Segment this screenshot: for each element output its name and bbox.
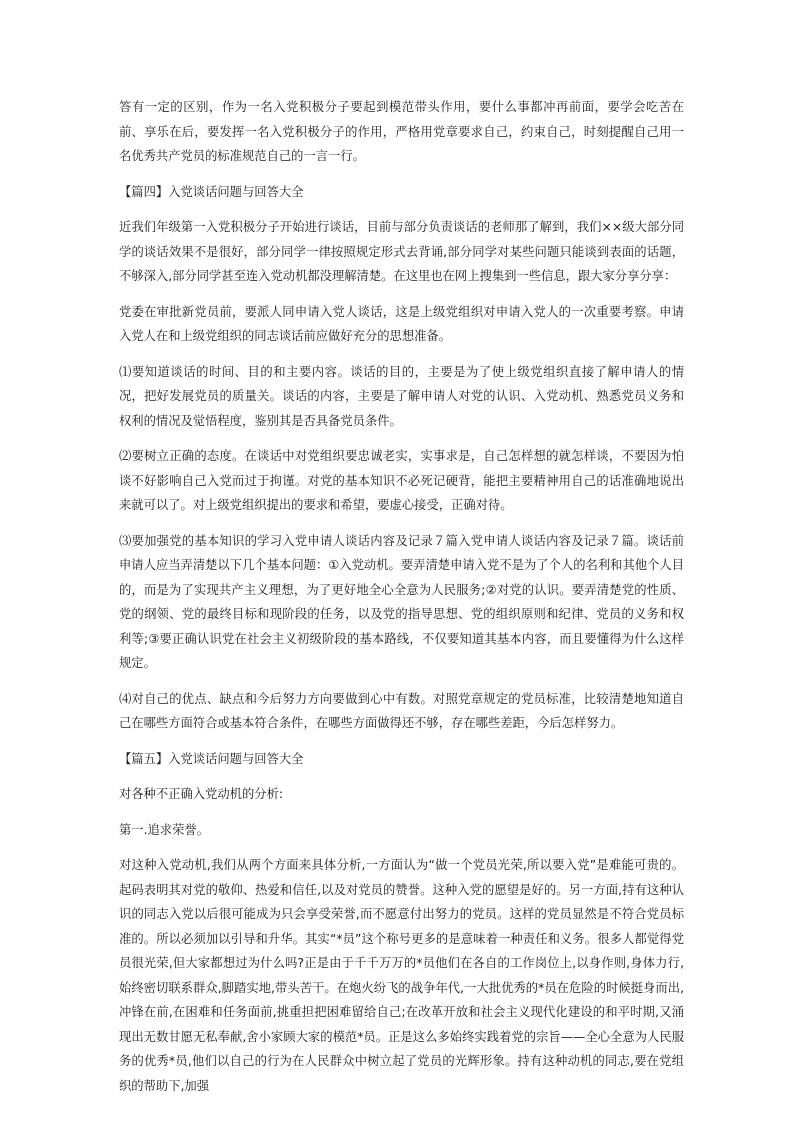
section-heading: 【篇五】入党谈话问题与回答大全 [119, 751, 304, 766]
paragraph: ⑵要树立正确的态度。在谈话中对党组织要忠诚老实，实事求是，自己怎样想的就怎样谈，不要因为怕谈不好影响自己入党而过于拘谨。对党的基本知识不必死记硬背，能把主要精神用自己的话准确地说出来就可以了。对上级党组织提出的要求和希望，要虚心接受，正确对待。 [119, 449, 684, 512]
paragraph: 党委在审批新党员前，要派人同申请入党人谈话，这是上级党组织对申请入党人的一次重要考察。申请入党人在和上级党组织的同志谈话前应做好充分的思想准备。 [119, 304, 684, 343]
paragraph: 对这种入党动机,我们从两个方面来具体分析,一方面认为“做一个党员光荣,所以要入党”是难能可贵的。起码表明其对党的敬仰、热爱和信任,以及对党员的赞誉。这种入党的愿望是好的。另一方面,持有这种认识的同志入党以后很可能成为只会享受荣誉,而不愿意付出努力的党员。这样的党员显然是不符合党员标准的。所以必须加以引导和升华。其实“*员”这个称号更多的是意味着一种责任和义务。很多人都觉得党员很光荣,但大家都想过为什么吗?正是由于千千万万的*员他们在各自的工作岗位上,以身作则,身体力行,始终密切联系群众,脚踏实地,带头苦干。在炮火纷飞的战争年代,一大批优秀的*员在危险的时候挺身而出,冲锋在前,在困难和任务面前,挑重担把困难留给自己;在改革开放和社会主义现代化建设的和平时期,又涌现出无数甘愿无私奉献,舍小家顾大家的模范*员。正是这么多始终实践着党的宗旨——全心全意为人民服务的优秀*员,他们以自己的行为在人民群众中树立起了党员的光辉形象。持有这种动机的同志,要在党组织的帮助下,加强 [119, 858, 684, 1093]
paragraph: 对各种不正确入党动机的分析: [119, 787, 284, 801]
document-body [119, 95, 684, 1109]
section-heading: 【篇四】入党谈话问题与回答大全 [119, 184, 304, 199]
paragraph: ⑷对自己的优点、缺点和今后努力方向要做到心中有数。对照党章规定的党员标准，比较清楚地知道自己在哪些方面符合或基本符合条件，在哪些方面做得还不够，存在哪些差距，今后怎样努力。 [119, 691, 684, 730]
paragraph: 近我们年级第一入党积极分子开始进行谈话，目前与部分负责谈话的老师那了解到，我们××级大部分同学的谈话效果不是很好，部分同学一律按照规定形式去背诵,部分同学对某些问题只能谈到表面的话题，不够深入,部分同学甚至连入党动机都没理解清楚。在这里也在网上搜集到一些信息，跟大家分享分享： [119, 220, 684, 283]
paragraph: ⑶要加强党的基本知识的学习入党申请人谈话内容及记录７篇入党申请人谈话内容及记录７篇。谈话前申请人应当弄清楚以下几个基本问题：①入党动机。要弄清楚申请入党不是为了个人的名利和其他个人目的，而是为了实现共产主义理想，为了更好地全心全意为人民服务;②对党的认识。要弄清楚党的性质、党的纲领、党的最终目标和现阶段的任务，以及党的指导思想、党的组织原则和纪律、党员的义务和权利等;③要正确认识党在社会主义初级阶段的基本路线，不仅要知道其基本内容，而且要懂得为什么这样规定。 [119, 533, 684, 670]
paragraph: ⑴要知道谈话的时间、目的和主要内容。谈话的目的，主要是为了使上级党组织直接了解申请人的情况，把好发展党员的质量关。谈话的内容，主要是了解申请人对党的认识、入党动机、熟悉党员义务和权利的情况及觉悟程度，鉴别其是否具备党员条件。 [119, 364, 684, 428]
paragraph: 第一.追求荣誉。 [119, 822, 209, 837]
paragraph: 答有一定的区别，作为一名入党积极分子要起到模范带头作用，要什么事都冲再前面，要学会吃苦在前、享乐在后，要发挥一名入党积极分子的作用，严格用党章要求自己，约束自己，时刻提醒自己用一名优秀共产党员的标准规范自己的一言一行。 [119, 100, 684, 163]
